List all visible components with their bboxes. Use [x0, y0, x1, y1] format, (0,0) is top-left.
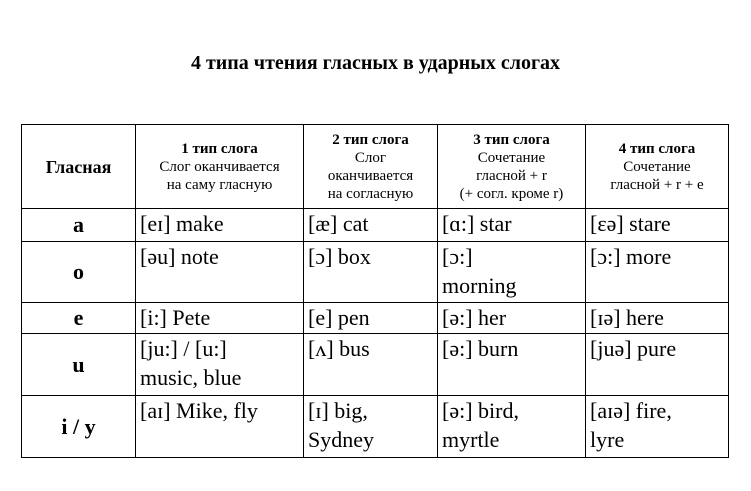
table-cell: [ju:] / [u:] music, blue	[136, 334, 304, 396]
header-type-2	[304, 125, 438, 209]
row-vowel: i / y	[22, 396, 136, 458]
table-cell: [aɪ] Mike, fly	[136, 396, 304, 458]
header-type-3-title: 3 тип слога	[473, 131, 550, 148]
table-cell: [juə] pure	[586, 334, 729, 396]
row-vowel: o	[22, 242, 136, 303]
header-type-4-desc: Сочетание гласной + r + e	[610, 158, 704, 193]
header-type-1-desc: Слог оканчивается на саму гласную	[159, 158, 280, 193]
header-type-1-title: 1 тип слога	[181, 140, 258, 157]
table-cell: [əu] note	[136, 242, 304, 303]
table-cell: [ə:] bird, myrtle	[438, 396, 586, 458]
table-cell: [e] pen	[304, 303, 438, 334]
header-type-2-title: 2 тип слога	[332, 131, 409, 148]
vowel-reading-table	[21, 124, 729, 458]
table-cell: [ɪə] here	[586, 303, 729, 334]
table-header-row	[22, 125, 729, 209]
table-cell: [ɔ:] more	[586, 242, 729, 303]
table-cell: [ə:] burn	[438, 334, 586, 396]
table-row	[22, 334, 729, 396]
header-vowel: Гласная	[22, 125, 136, 209]
table-cell: [ɔ:] morning	[438, 242, 586, 303]
table-cell: [ɔ] box	[304, 242, 438, 303]
table-cell: [ɑ:] star	[438, 209, 586, 242]
table-row	[22, 396, 729, 458]
header-type-1	[136, 125, 304, 209]
table-row	[22, 303, 729, 334]
table-cell: [eɪ] make	[136, 209, 304, 242]
table-cell: [ə:] her	[438, 303, 586, 334]
table-row	[22, 209, 729, 242]
header-type-3	[438, 125, 586, 209]
table-cell: [i:] Pete	[136, 303, 304, 334]
row-vowel: a	[22, 209, 136, 242]
table-cell: [ɛə] stare	[586, 209, 729, 242]
header-type-2-desc: Слог оканчивается на согласную	[327, 149, 414, 202]
table-cell: [æ] cat	[304, 209, 438, 242]
row-vowel: e	[22, 303, 136, 334]
page-title: 4 типа чтения гласных в ударных слогах	[190, 52, 561, 74]
header-type-4	[586, 125, 729, 209]
row-vowel: u	[22, 334, 136, 396]
table-cell: [aɪə] fire, lyre	[586, 396, 729, 458]
table-cell: [ɪ] big, Sydney	[304, 396, 438, 458]
table-cell: [ʌ] bus	[304, 334, 438, 396]
table-row	[22, 242, 729, 303]
header-type-3-desc: Сочетание гласной + r (+ согл. кроме r)	[459, 149, 564, 202]
header-type-4-title: 4 тип слога	[618, 140, 696, 157]
